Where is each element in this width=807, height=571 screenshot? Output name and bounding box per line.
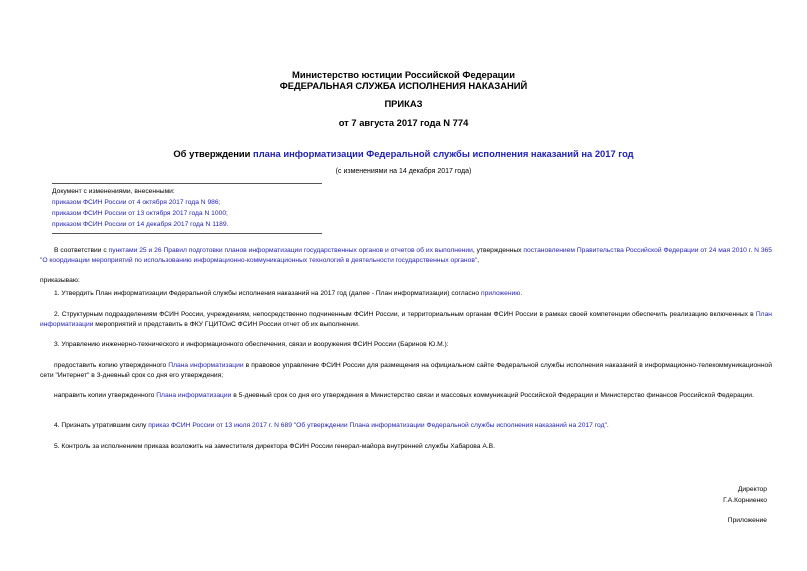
order-word: приказываю:: [40, 277, 80, 284]
amendment-link-3[interactable]: приказом ФСИН России от 14 декабря 2017 года N 1189.: [52, 221, 229, 228]
doc-title-prefix: Об утверждении: [173, 148, 254, 159]
preamble: [40, 246, 772, 265]
item-3a: [40, 361, 772, 380]
government-decree-link[interactable]: постановлением Правительства Российской Федерации от 24 мая 2010 г. N 365 "О координации мероприятий по использованию информационно-коммуникационных технологий в деятельности государственных органов": [40, 247, 772, 264]
preamble-text-2: , утвержденных: [472, 247, 524, 254]
item-2-text: 2. Структурным подразделениям ФСИН России, учреждениям, непосредственно подчиненным ФСИН России, и территориальным органам ФСИН России в рамках своей компетенции обеспечить реализацию включенных в: [54, 311, 756, 318]
item-3: 3. Управлению инженерно-технического и информационного обеспечения, связи и вооружения ФСИН России (Баринов Ю.М.):: [54, 341, 449, 348]
doc-date-number: от 7 августа 2017 года N 774: [338, 117, 469, 128]
service-name: ФЕДЕРАЛЬНАЯ СЛУЖБА ИСПОЛНЕНИЯ НАКАЗАНИЙ: [279, 80, 528, 91]
ministry-name: Министерство юстиции Российской Федерации: [292, 69, 515, 80]
amendment-link-2[interactable]: приказом ФСИН России от 13 октября 2017 года N 1000;: [52, 210, 228, 217]
rules-link[interactable]: пунктами 25 и 26 Правил подготовки планов информатизации государственных органов и отчетов об их выполнении: [108, 247, 473, 254]
item-5: 5. Контроль за исполнением приказа возложить на заместителя директора ФСИН России генерал-майора внутренней службы Хабарова А.В.: [54, 443, 495, 450]
item-4-end: .: [606, 422, 609, 429]
item-2-end: мероприятий и представить в ФКУ ГЦИТОиС ФСИН России отчет об их выполнении.: [93, 320, 360, 328]
item-3a-end: в правовое управление ФСИН России для размещения на официальном сайте Федеральной службы исполнения наказаний в информационно-телекоммуникационной сети "Интернет" в 3-дневный срок со дня его утверждения;: [40, 362, 773, 379]
item-4: [40, 421, 772, 431]
preamble-text-3: ,: [477, 256, 480, 264]
plan-link-2[interactable]: Плана информатизации: [168, 362, 244, 369]
item-2: [40, 310, 772, 329]
repealed-order-link[interactable]: приказ ФСИН России от 13 июля 2017 г. N 689 "Об утверждении Плана информатизации Федеральной службы исполнения наказаний на 2017 год": [148, 422, 607, 429]
preamble-text-1: В соответствии с: [54, 247, 109, 254]
doc-type: ПРИКАЗ: [384, 98, 423, 109]
signature-block: [723, 484, 767, 506]
divider-top: [52, 183, 322, 184]
item-3a-text: предоставить копию утвержденного: [54, 362, 169, 369]
appendix-label: Приложение: [727, 517, 767, 524]
amend-note: (с изменениями на 14 декабря 2017 года): [335, 168, 472, 175]
item-1-end: .: [520, 290, 523, 297]
amendment-link-1[interactable]: приказом ФСИН России от 4 октября 2017 года N 986;: [52, 199, 221, 206]
item-3b-text: направить копии утвержденного: [54, 392, 157, 399]
amendments-heading: Документ с изменениями, внесенными:: [52, 188, 175, 195]
item-1-text: 1. Утвердить План информатизации Федеральной службы исполнения наказаний на 2017 год (далее - План информатизации) согласно: [54, 290, 481, 297]
doc-title: [0, 148, 807, 160]
item-4-text: 4. Признать утратившим силу: [54, 422, 149, 429]
item-3b-end: в 5-дневный срок со дня его утверждения в Министерство связи и массовых коммуникаций Российской Федерации и Министерство финансов Российской Федерации.: [231, 392, 754, 399]
appendix-link[interactable]: приложению: [480, 290, 521, 297]
amendments-block: [52, 186, 228, 230]
plan-link-1[interactable]: План информатизации: [40, 311, 772, 328]
signature-name: Г.А.Корниенко: [723, 497, 767, 504]
title-link[interactable]: плана информатизации Федеральной службы исполнения наказаний на 2017 год: [253, 148, 634, 159]
plan-link-3[interactable]: Плана информатизации: [156, 392, 232, 399]
item-3b: [40, 391, 772, 401]
item-1: [40, 289, 772, 299]
divider-bottom: [52, 233, 322, 234]
signature-position: Директор: [737, 486, 767, 493]
